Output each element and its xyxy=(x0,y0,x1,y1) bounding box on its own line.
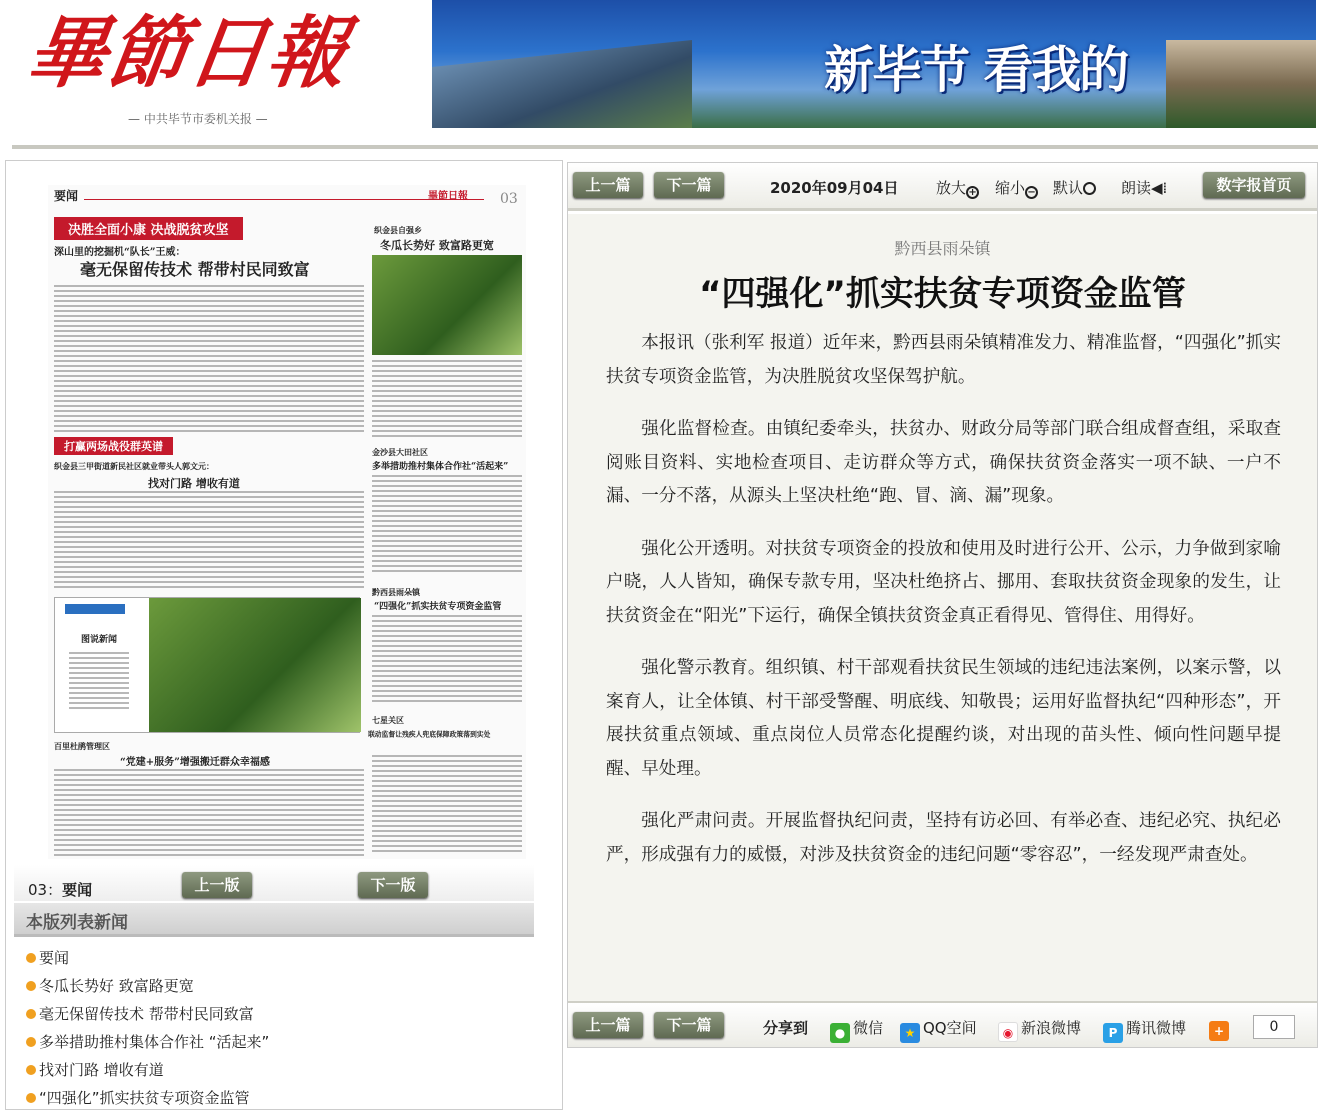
text-columns xyxy=(372,475,522,575)
default-label: 默认 xyxy=(1053,179,1084,197)
kicker: 黔西县雨朵镇 xyxy=(372,587,420,597)
page-masthead: 畢節日報 xyxy=(428,191,468,202)
banner-city-image xyxy=(1166,40,1316,128)
text-columns xyxy=(372,615,522,705)
qzone-label: QQ空间 xyxy=(923,1019,977,1037)
text-columns xyxy=(372,360,522,440)
list-item-label: 毫无保留传技术 帮带村民同致富 xyxy=(39,1005,254,1023)
kicker: 织金县三甲街道新民社区就业带头人郭文元： xyxy=(54,461,214,471)
red-banner: 打赢两场战役群英谱 xyxy=(54,437,173,455)
next-article-button[interactable]: 下一篇 xyxy=(654,172,724,198)
qzone-star-icon: ★ xyxy=(900,1023,920,1043)
plus-icon: + xyxy=(1209,1021,1229,1041)
list-item[interactable] xyxy=(26,1000,269,1028)
text-columns xyxy=(54,491,364,591)
paragraph: 强化警示教育。组织镇、村干部观看扶贫民生领域的违纪违法案例，以案示警，以案育人，让全体镇、村干部受警醒、明底线、知敬畏；运用好监督执纪“四种形态”，开展扶贫重点领域、重点岗位人员常态化提醒约谈，对出现的苗头性、倾向性问题早提醒、早处理。 xyxy=(606,658,1281,779)
text-columns xyxy=(54,769,364,857)
headline: 毫无保留传技术 帮带村民同致富 xyxy=(80,260,310,279)
newspaper-logo[interactable] xyxy=(21,4,388,134)
header-banner xyxy=(432,0,1316,128)
kicker: 金沙县大田社区 xyxy=(372,447,428,457)
paragraph: 强化监督检查。由镇纪委牵头，扶贫办、财政分局等部门联合组成督查组，采取查阅账目资料、实地检查项目、走访群众等方式，确保扶贫资金落实一项不缺、一户不漏、一分不落，从源头上坚决杜绝“跑、冒、滴、漏”现象。 xyxy=(606,419,1281,506)
epaper-home-button[interactable]: 数字报首页 xyxy=(1203,172,1305,198)
list-item-label: 要闻 xyxy=(39,949,70,967)
list-item[interactable] xyxy=(26,944,269,972)
paragraph: 强化公开透明。对扶贫专项资金的投放和使用及时进行公开、公示，力争做到家喻户晓，人人皆知，确保专款专用，坚决杜绝挤占、挪用、套取扶贫资金现象的发生，让扶贫资金在“阳光”下运行，确保全镇扶贫资金真正看得见、管得住、用得好。 xyxy=(606,538,1281,626)
article-body xyxy=(606,327,1281,891)
site-header xyxy=(0,0,1325,145)
logo-subtitle: — 中共毕节市委机关报 — xyxy=(128,112,268,126)
plus-circle-icon: + xyxy=(966,186,979,199)
headline: “党建+服务”增强搬迁群众幸福感 xyxy=(120,757,270,768)
banner-slogan: 新毕节 看我的 xyxy=(824,41,1128,99)
text-columns xyxy=(54,285,364,435)
photo-news-box xyxy=(54,597,360,733)
prev-article-button-bottom[interactable]: 上一篇 xyxy=(573,1012,643,1038)
list-item[interactable] xyxy=(26,1084,269,1112)
page-rule xyxy=(84,199,484,200)
default-size-button[interactable] xyxy=(1053,177,1096,198)
wechat-icon: ● xyxy=(830,1023,850,1043)
header-divider xyxy=(12,145,1318,149)
kicker: 织金县自强乡 xyxy=(374,225,422,235)
bullet-icon xyxy=(26,1065,36,1075)
read-aloud-button[interactable] xyxy=(1121,177,1167,198)
caption-text xyxy=(69,652,129,712)
kicker: 百里杜鹃管理区 xyxy=(54,741,110,751)
kicker: 七星关区 xyxy=(372,715,404,725)
article-footer xyxy=(568,1001,1317,1047)
minus-circle-icon: − xyxy=(1025,186,1038,199)
kicker: 深山里的挖掘机“队长”王威： xyxy=(54,247,186,258)
logo-calligraphy: 畢節日報 xyxy=(21,8,355,99)
photo-caption-label: 图说新闻 xyxy=(81,635,118,645)
bullet-icon xyxy=(26,953,36,963)
paragraph: 强化严肃问责。开展监督执纪问责，坚持有访必回、有举必查、违纪必究、执纪必严，形成强有力的威慑，对涉及扶贫资金的违纪问题“零容忍”，一经发现严肃查处。 xyxy=(606,811,1281,865)
page-number: 03 xyxy=(500,191,518,207)
next-article-button-bottom[interactable]: 下一篇 xyxy=(654,1012,724,1038)
share-count: 0 xyxy=(1253,1015,1295,1039)
page-name: 要闻 xyxy=(62,881,93,899)
paragraph: 本报讯（张利军 报道）近年来，黔西县雨朵镇精准发力、精准监督，“四强化”抓实扶贫专项资金监管，为决胜脱贫攻坚保驾护航。 xyxy=(606,333,1281,387)
article-subtitle: 黔西县雨朵镇 xyxy=(894,239,991,258)
list-item-label: 多举措助推村集体合作社 “活起来” xyxy=(39,1033,270,1051)
text-columns xyxy=(372,755,522,855)
headline: 冬瓜长势好 致富路更宽 xyxy=(380,239,494,252)
weibo-icon: ◉ xyxy=(998,1022,1018,1042)
list-item-label: 冬瓜长势好 致富路更宽 xyxy=(39,977,194,995)
share-label: 分享到 xyxy=(763,1019,809,1037)
page-number: 03： xyxy=(28,881,63,899)
list-item-label: “四强化”抓实扶贫专项资金监管 xyxy=(39,1089,250,1107)
current-page-label xyxy=(28,879,92,900)
list-item-label: 找对门路 增收有道 xyxy=(39,1061,164,1079)
prev-page-button[interactable]: 上一版 xyxy=(182,872,252,898)
read-label: 朗读 xyxy=(1121,179,1152,197)
headline: 联动监督让残疾人兜底保障政策落到实处 xyxy=(368,729,491,739)
article-toolbar xyxy=(568,163,1317,211)
share-tencent-weibo[interactable] xyxy=(1103,1017,1186,1043)
headline: 多举措助推村集体合作社“活起来” xyxy=(372,462,509,472)
bullet-icon xyxy=(26,1037,36,1047)
weibo-label: 新浪微博 xyxy=(1021,1019,1082,1037)
issue-date: 2020年09月04日 xyxy=(770,179,899,197)
list-item[interactable] xyxy=(26,1028,269,1056)
speaker-icon: ◀⁞ xyxy=(1151,179,1168,197)
list-title: 本版列表新闻 xyxy=(14,903,534,937)
headline: 找对门路 增收有道 xyxy=(148,477,240,490)
tencent-weibo-icon: P xyxy=(1103,1023,1123,1043)
photo-winter-melon xyxy=(372,255,522,355)
share-more-button[interactable] xyxy=(1209,1017,1232,1041)
next-page-button[interactable]: 下一版 xyxy=(358,872,428,898)
prev-article-button[interactable]: 上一篇 xyxy=(573,172,643,198)
page-section: 要闻 xyxy=(54,189,79,203)
circle-icon xyxy=(1083,182,1096,195)
zoom-in-label: 放大 xyxy=(936,179,967,197)
bullet-icon xyxy=(26,1009,36,1019)
news-list xyxy=(26,944,269,1112)
tencent-weibo-label: 腾讯微博 xyxy=(1126,1019,1187,1037)
share-weibo[interactable] xyxy=(998,1017,1081,1042)
list-item[interactable] xyxy=(26,1056,269,1084)
article-title: “四强化”抓实扶贫专项资金监管 xyxy=(699,274,1186,314)
zoom-out-label: 缩小 xyxy=(995,179,1026,197)
article-panel xyxy=(567,162,1318,1048)
wechat-label: 微信 xyxy=(853,1019,884,1037)
zoom-out-button[interactable] xyxy=(995,177,1038,199)
article-content xyxy=(568,214,1317,1001)
bullet-icon xyxy=(26,981,36,991)
red-banner: 决胜全面小康 决战脱贫攻坚 xyxy=(54,217,243,240)
newspaper-page-image[interactable] xyxy=(48,185,526,859)
zoom-in-button[interactable] xyxy=(936,177,979,199)
left-panel xyxy=(5,160,563,1110)
share-wechat[interactable] xyxy=(830,1017,883,1043)
photo-farmer xyxy=(149,598,361,732)
banner-highway-image xyxy=(432,40,692,128)
page-navigation xyxy=(14,865,534,901)
list-item[interactable] xyxy=(26,972,269,1000)
share-qzone[interactable] xyxy=(900,1017,977,1043)
headline: “四强化”抓实扶贫专项资金监管 xyxy=(374,602,502,612)
